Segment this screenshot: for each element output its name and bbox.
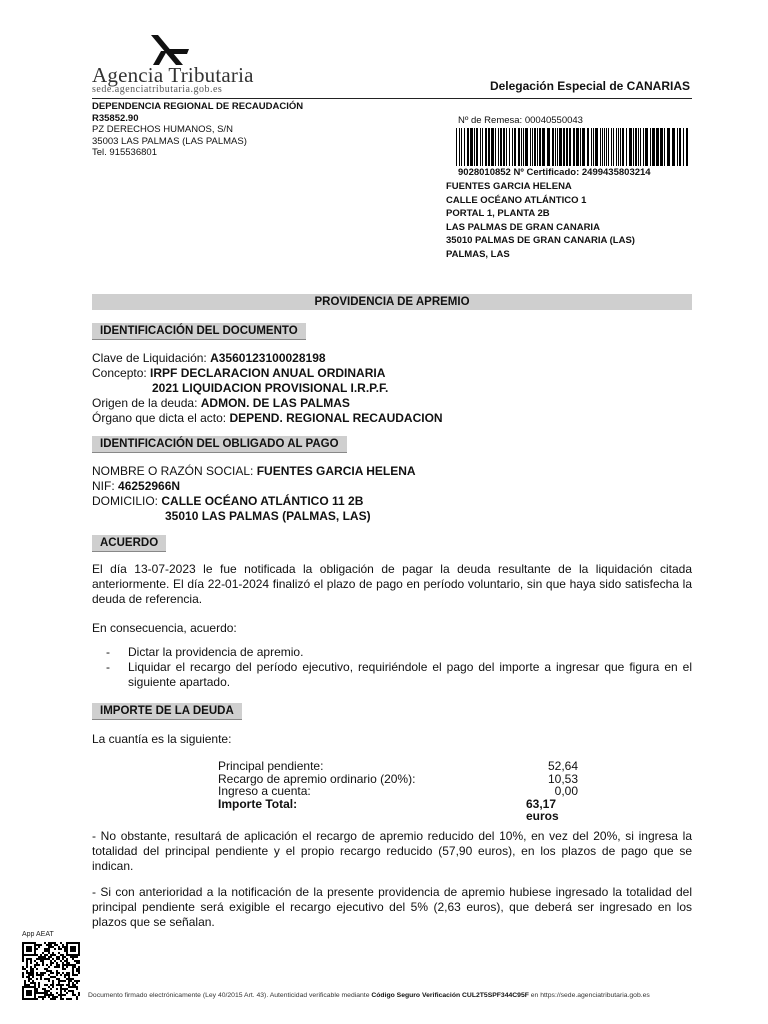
origen-label: Origen de la deuda:	[92, 396, 198, 410]
nombre-value: FUENTES GARCIA HELENA	[256, 464, 416, 478]
recipient-street: CALLE OCÉANO ATLÁNTICO 1	[446, 194, 587, 206]
importe-label: Recargo de apremio ordinario (20%):	[218, 771, 416, 786]
sender-street: PZ DERECHOS HUMANOS, S/N	[92, 124, 233, 135]
certificado-code: 9028010852	[458, 167, 511, 178]
domicilio-label: DOMICILIO:	[92, 494, 159, 508]
recipient-postal: 35010 PALMAS DE GRAN CANARIA (LAS)	[446, 235, 635, 246]
section-acuerdo: ACUERDO	[92, 535, 166, 552]
concepto-label: Concepto:	[92, 366, 147, 380]
importe-value: 52,64	[547, 759, 578, 773]
sender-department: DEPENDENCIA REGIONAL DE RECAUDACIÓN	[92, 101, 304, 112]
certificado-label: Nº Certificado:	[513, 167, 580, 178]
acuerdo-paragraph-2: En consecuencia, acuerdo:	[92, 621, 237, 635]
nombre-label: NOMBRE O RAZÓN SOCIAL:	[92, 464, 254, 478]
importe-label: Principal pendiente:	[218, 759, 324, 773]
recipient-address	[446, 180, 696, 261]
list-item: - Liquidar el recargo del período ejecutivo, requiriéndole el pago del importe a ingresar que figura en el siguiente apartado.	[106, 660, 692, 689]
remesa-value: 00040550043	[524, 115, 583, 126]
importe-value: 10,53	[547, 771, 578, 786]
domicilio-value-2: 35010 LAS PALMAS (PALMAS, LAS)	[165, 509, 371, 523]
concepto-value-2: 2021 LIQUIDACION PROVISIONAL I.R.P.F.	[152, 381, 389, 395]
documento-details	[92, 351, 443, 426]
acuerdo-paragraph-1: El día 13-07-2023 le fue notificada la obligación de pagar la deuda resultante de la liquidación citada anteriormente. El día 22-01-2024 finalizó el plazo de pago en período voluntario, sin que haya sido satisfecha la deuda de referencia.	[92, 562, 692, 606]
clave-label: Clave de Liquidación:	[92, 351, 207, 365]
app-aeat-label: App AEAT	[22, 931, 54, 938]
remesa-line	[458, 115, 583, 126]
importe-table	[218, 760, 586, 823]
remesa-label: Nº de Remesa:	[458, 115, 523, 126]
recipient-name: FUENTES GARCIA HELENA	[446, 181, 572, 192]
importe-total-value: 63,17 euros	[526, 796, 559, 823]
footer-verification	[88, 992, 650, 999]
header-divider	[92, 98, 692, 99]
nif-label: NIF:	[92, 479, 115, 493]
barcode-icon	[456, 128, 690, 166]
section-identificacion-obligado: IDENTIFICACIÓN DEL OBLIGADO AL PAGO	[92, 436, 347, 453]
recipient-province: PALMAS, LAS	[446, 248, 510, 260]
document-title: PROVIDENCIA DE APREMIO	[92, 294, 692, 310]
list-item: - Dictar la providencia de apremio.	[106, 645, 304, 659]
agencia-tributaria-logo-icon	[145, 33, 191, 67]
organo-label: Órgano que dicta el acto:	[92, 411, 227, 425]
qr-code-icon	[22, 942, 80, 1000]
nif-value: 46252966N	[118, 479, 181, 493]
sender-block	[92, 101, 303, 159]
table-row	[218, 760, 586, 773]
concepto-value: IRPF DECLARACION ANUAL ORDINARIA	[150, 366, 386, 380]
acuerdo-list	[106, 645, 692, 690]
footer-csv: Código Seguro Verificación CUL2T5SPF344C95F	[371, 992, 529, 999]
obligado-details	[92, 464, 416, 524]
footer-text-post: en https://sede.agenciatributaria.gob.es	[530, 992, 650, 999]
certificado-value: 2499435803214	[581, 167, 651, 178]
sender-city: 35003 LAS PALMAS (LAS PALMAS)	[92, 135, 247, 147]
organo-value: DEPEND. REGIONAL RECAUDACION	[229, 411, 443, 425]
recipient-portal: PORTAL 1, PLANTA 2B	[446, 208, 550, 219]
importe-value: 0,00	[554, 784, 578, 798]
recipient-city: LAS PALMAS DE GRAN CANARIA	[446, 221, 600, 233]
clave-value: A3560123100028198	[210, 351, 326, 365]
importe-note-1: - No obstante, resultará de aplicación el recargo de apremio reducido del 10%, en vez del 20%, si ingresa la totalidad del principal pendiente y el propio recargo reducido (57,90 euros), en los plazos de pago que se indican.	[92, 829, 692, 873]
origen-value: ADMON. DE LAS PALMAS	[200, 396, 350, 410]
importe-total-label: Importe Total:	[218, 796, 298, 811]
agency-url: sede.agenciatributaria.gob.es	[92, 84, 223, 95]
list-item-text: Liquidar el recargo del período ejecutivo, requiriéndole el pago del importe a ingresar que figura en el siguiente apartado.	[128, 660, 692, 689]
certificado-line	[458, 167, 651, 178]
agency-name: Agencia Tributaria	[92, 63, 254, 87]
delegacion-title: Delegación Especial de CANARIAS	[489, 79, 690, 93]
domicilio-value: CALLE OCÉANO ATLÁNTICO 11 2B	[161, 494, 364, 508]
table-row	[218, 785, 586, 798]
sender-code: R35852.90	[92, 112, 139, 124]
list-item-text: Dictar la providencia de apremio.	[128, 645, 304, 659]
importe-label: Ingreso a cuenta:	[218, 784, 311, 798]
section-identificacion-documento: IDENTIFICACIÓN DEL DOCUMENTO	[92, 323, 306, 340]
importe-intro: La cuantía es la siguiente:	[92, 732, 232, 746]
section-importe: IMPORTE DE LA DEUDA	[92, 703, 242, 720]
importe-note-2: - Si con anterioridad a la notificación de la presente providencia de apremio hubiese ingresado la totalidad del principal pendiente será exigible el recargo ejecutivo del 5% (2,63 euros), que deberá ser ingresado en los plazos que se señalan.	[92, 885, 692, 929]
sender-phone: Tel. 915536801	[92, 147, 157, 158]
table-row-total	[218, 798, 586, 823]
footer-text-pre: Documento firmado electrónicamente (Ley 40/2015 Art. 43). Autenticidad verificable mediante	[88, 992, 370, 999]
